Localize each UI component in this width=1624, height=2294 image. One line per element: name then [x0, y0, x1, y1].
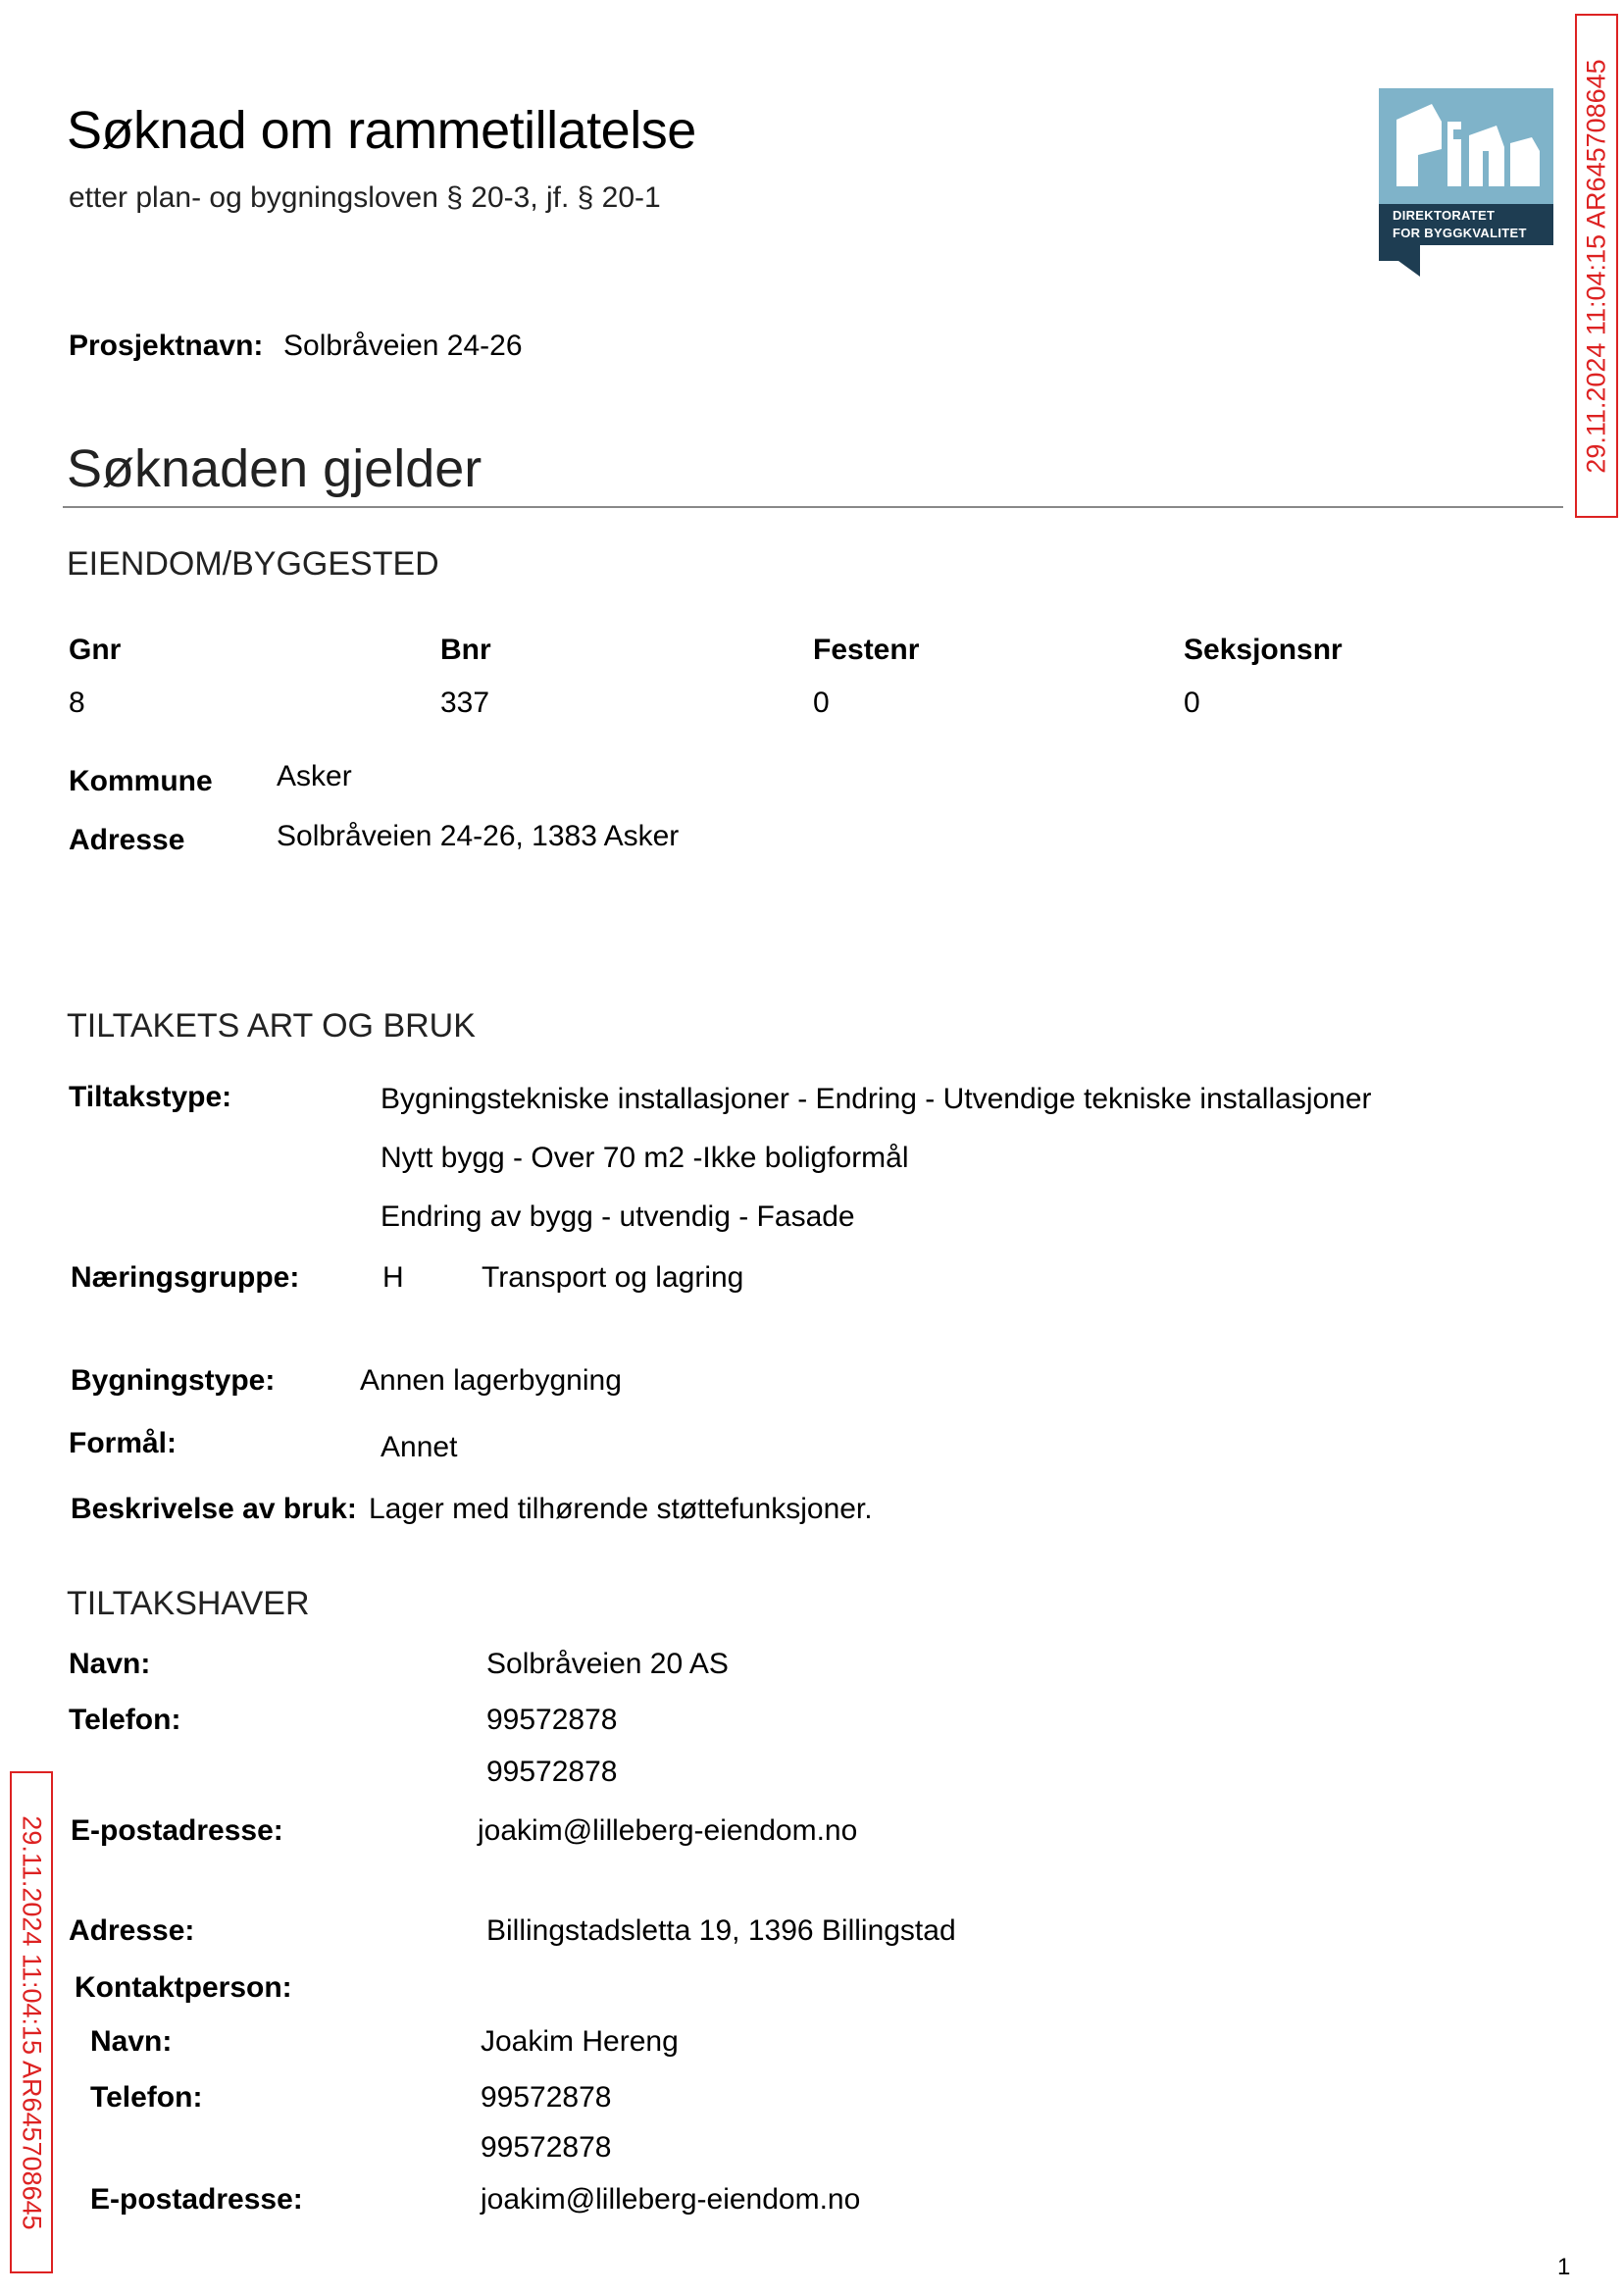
- kontakt-navn-value: Joakim Hereng: [481, 2025, 679, 2058]
- received-stamp-top-text: 29.11.2024 11:04:15 AR645708645: [1581, 58, 1611, 474]
- logo-text-line2: FOR BYGGKVALITET: [1393, 226, 1527, 240]
- dibk-logo: [1379, 88, 1553, 277]
- tiltakshaver-epost-label: E-postadresse:: [71, 1814, 283, 1847]
- formal-label: Formål:: [69, 1427, 178, 1459]
- gnr-label: Gnr: [69, 634, 122, 666]
- kontakt-telefon-label: Telefon:: [90, 2081, 203, 2114]
- beskrivelse-label: Beskrivelse av bruk:: [71, 1493, 357, 1525]
- page-number: 1: [1557, 2254, 1571, 2280]
- kommune-label: Kommune: [69, 765, 213, 797]
- adresse-value: Solbråveien 24-26, 1383 Asker: [277, 820, 680, 852]
- naeringsgruppe-value: Transport og lagring: [482, 1261, 744, 1294]
- tiltakstype-value-1: Bygningstekniske installasjoner - Endring - Utvendige tekniske installasjoner: [381, 1083, 1372, 1115]
- tiltakshaver-adresse-value: Billingstadsletta 19, 1396 Billingstad: [486, 1914, 956, 1947]
- kontakt-telefon-value-2: 99572878: [481, 2131, 612, 2164]
- received-stamp-bottom: [10, 1771, 53, 2273]
- tiltakstype-value-3: Endring av bygg - utvendig - Fasade: [381, 1200, 855, 1233]
- bygningstype-value: Annen lagerbygning: [360, 1364, 622, 1397]
- tiltakshaver-navn-value: Solbråveien 20 AS: [486, 1648, 729, 1680]
- tiltak-heading: TILTAKETS ART OG BRUK: [67, 1007, 476, 1045]
- section-divider: [63, 506, 1563, 508]
- tiltakstype-label: Tiltakstype:: [69, 1081, 232, 1113]
- tiltakstype-value-2: Nytt bygg - Over 70 m2 -Ikke boligformål: [381, 1142, 909, 1174]
- naeringsgruppe-code: H: [382, 1261, 404, 1294]
- logo-text-line1: DIREKTORATET: [1393, 208, 1496, 223]
- seksjonsnr-label: Seksjonsnr: [1184, 634, 1343, 666]
- kommune-value: Asker: [277, 760, 352, 792]
- kontakt-epost-label: E-postadresse:: [90, 2183, 303, 2216]
- document-title: Søknad om rammetillatelse: [67, 101, 696, 160]
- bnr-label: Bnr: [440, 634, 491, 666]
- received-stamp-bottom-text: 29.11.2024 11:04:15 AR645708645: [17, 1814, 47, 2230]
- bnr-value: 337: [440, 687, 490, 719]
- tiltakshaver-telefon-label: Telefon:: [69, 1704, 181, 1736]
- tiltakshaver-heading: TILTAKSHAVER: [67, 1585, 310, 1622]
- festenr-label: Festenr: [813, 634, 920, 666]
- gnr-value: 8: [69, 687, 85, 719]
- adresse-label: Adresse: [69, 824, 185, 856]
- kontakt-telefon-value-1: 99572878: [481, 2081, 612, 2114]
- formal-value: Annet: [381, 1431, 458, 1463]
- document-subtitle: etter plan- og bygningsloven § 20-3, jf. § 20-1: [69, 181, 661, 214]
- tiltakshaver-navn-label: Navn:: [69, 1648, 151, 1680]
- dibk-logo-icon: [1379, 88, 1553, 277]
- naeringsgruppe-label: Næringsgruppe:: [71, 1261, 300, 1294]
- section-title: Søknaden gjelder: [67, 439, 482, 498]
- tiltakshaver-telefon-value-2: 99572878: [486, 1756, 618, 1788]
- tiltakshaver-telefon-value-1: 99572878: [486, 1704, 618, 1736]
- kontakt-epost-value: joakim@lilleberg-eiendom.no: [481, 2183, 861, 2216]
- beskrivelse-value: Lager med tilhørende støttefunksjoner.: [369, 1493, 873, 1525]
- received-stamp-top: [1575, 14, 1618, 518]
- festenr-value: 0: [813, 687, 830, 719]
- tiltakshaver-epost-value: joakim@lilleberg-eiendom.no: [478, 1814, 858, 1847]
- tiltakshaver-adresse-label: Adresse:: [69, 1914, 195, 1947]
- project-value: Solbråveien 24-26: [283, 330, 523, 362]
- kontaktperson-label: Kontaktperson:: [75, 1971, 292, 2004]
- property-heading: EIENDOM/BYGGESTED: [67, 545, 439, 583]
- kontakt-navn-label: Navn:: [90, 2025, 173, 2058]
- project-label: Prosjektnavn:: [69, 330, 264, 362]
- seksjonsnr-value: 0: [1184, 687, 1200, 719]
- bygningstype-label: Bygningstype:: [71, 1364, 276, 1397]
